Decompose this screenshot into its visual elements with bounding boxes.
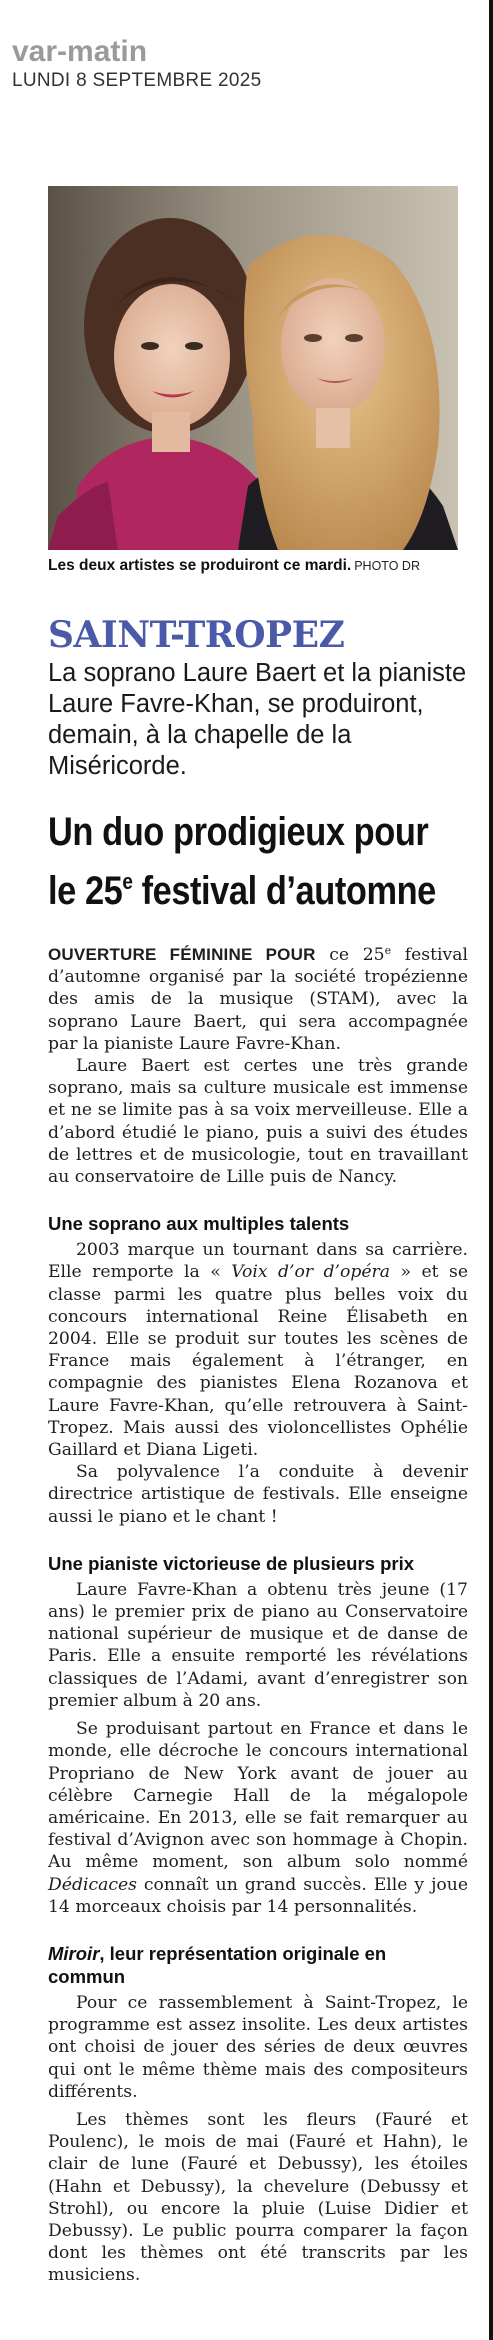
headline-ordinal: e <box>122 869 133 894</box>
paragraph-6: Se produisant partout en France et dans le monde, elle décroche le concours international Propriano de New York avant de jouer au célèbre Carnegie Hall de la mégalopole américaine. En 2013, elle se fait remarquer au festival d’Avignon avec son hommage à Chopin. Au même moment, son album solo nommé Dédicaces connaît un grand succès. Elle y joue 14 morceaux choisis par 14 personnalités. <box>48 1719 468 1917</box>
article-photo <box>48 186 458 550</box>
paragraph-4: Sa polyvalence l’a conduite à devenir directrice artistique de festivals. Elle enseigne aussi le piano et le chant ! <box>48 1462 468 1527</box>
newspaper-logo: var-matin <box>12 35 148 68</box>
caption-text: Les deux artistes se produiront ce mardi. <box>48 557 352 574</box>
paragraph-2: Laure Baert est certes une très grande soprano, mais sa culture musicale est immense et ne se limite pas à sa voix merveilleuse. Elle a d’abord étudié le piano, puis a suivi des études de lettres et de musicologie, tout en travaillant au conservatoire de Lille puis de Nancy. <box>48 1056 468 1188</box>
page-border <box>489 0 493 2340</box>
section-kicker: SAINT-TROPEZ <box>48 614 345 656</box>
lead-in: OUVERTURE FÉMININE POUR <box>48 945 316 964</box>
photo-caption <box>48 557 468 575</box>
publication-date: LUNDI 8 SEPTEMBRE 2025 <box>12 70 262 91</box>
paragraph-5: Laure Favre-Khan a obtenu très jeune (17 ans) le premier prix de piano au Conservatoire national supérieur de musique et de danse de Paris. Elle a ensuite remporté les révélations classiques de l’Adami, avant d’enregistrer son premier album à 20 ans. <box>48 1579 468 1711</box>
article-headline <box>48 808 468 916</box>
article-lede: La soprano Laure Baert et la pianiste Laure Favre-Khan, se produiront, demain, à la chapelle de la Miséricorde. <box>48 659 467 780</box>
headline-line-1: Un duo prodigieux pour <box>48 810 429 854</box>
paragraph-1: OUVERTURE FÉMININE POUR ce 25e festival d’automne organisé par la société tropézienne des amis de la musique (STAM), avec la soprano Laure Baert, qui sera accompagnée par la pianiste Laure Favre-Khan. <box>48 944 468 1054</box>
subhead-soprano: Une soprano aux multiples talents <box>48 1213 350 1235</box>
paragraph-3: 2003 marque un tournant dans sa carrière. Elle remporte la « Voix d’or d’opéra » et se classe parmi les quatre plus belles voix du concours international Reine Élisabeth en 2004. Elle se produit sur toutes les scènes de France mais également à l’étranger, en compagnie des pianistes Elena Rozanova et Laure Favre-Khan, qu’elle retrouvera à Saint-Tropez. Mais aussi des violoncellistes Ophélie Gaillard et Diana Ligeti. <box>48 1240 469 1461</box>
article-body <box>48 940 468 2287</box>
photo-credit: PHOTO DR <box>354 559 420 573</box>
subhead-pianist: Une pianiste victorieuse de plusieurs prix <box>48 1552 415 1574</box>
masthead <box>12 36 472 92</box>
headline-line-2-start: le 25 <box>48 869 123 913</box>
paragraph-7: Pour ce rassemblement à Saint-Tropez, le programme est assez insolite. Les deux artistes ont choisi de jouer des séries de deux œuvres qui ont le même thème mais des compositeurs différents. <box>48 1992 468 2102</box>
subhead-miroir: Miroir, leur représentation originale en commun <box>48 1942 387 1987</box>
headline-line-2-end: festival d’automne <box>132 869 436 913</box>
paragraph-8: Les thèmes sont les fleurs (Fauré et Poulenc), le mois de mai (Fauré et Hahn), le clair de lune (Fauré et Debussy), les étoiles (Hahn et Debussy), la chevelure (Debussy et Strohl), ou encore la pluie (Luise Didier et Debussy). Le public pourra comparer la façon dont les thèmes ont été transcrits par les musiciens. <box>48 2109 468 2286</box>
